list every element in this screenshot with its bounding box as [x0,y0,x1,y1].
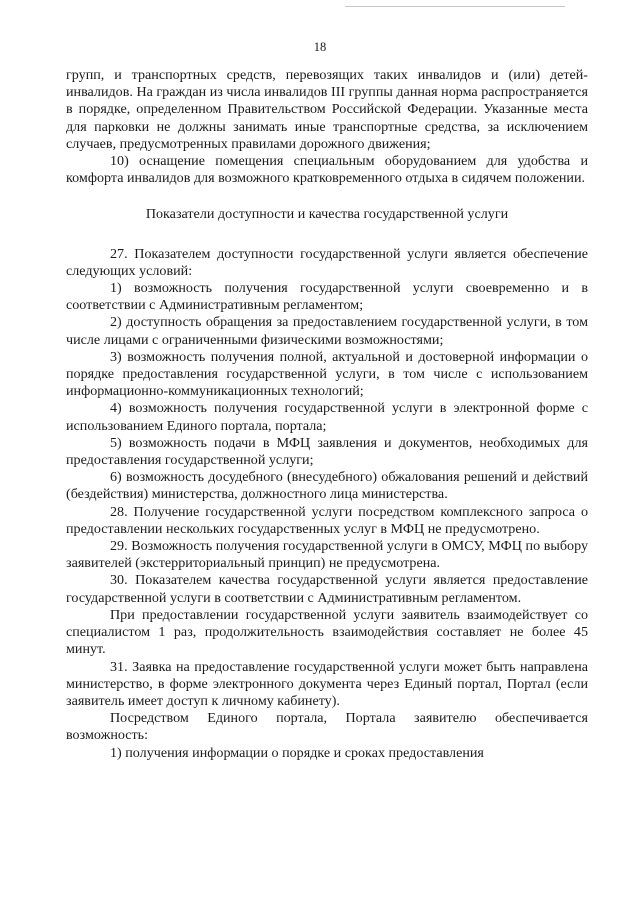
paragraph: 28. Получение государственной услуги посредством комплексного запроса о предоставлении нескольких государственных услуг в МФЦ не предусмотрено. [66,503,588,537]
list-item: 2) доступность обращения за предоставлением государственной услуги, в том числе лицами с ограниченными физическими возможностями; [66,314,588,348]
list-item: 3) возможность получения полной, актуальной и достоверной информации о порядке предоставления государственной услуги, в том числе с использованием информационно-коммуникационных технологий; [66,348,588,400]
paragraph: групп, и транспортных средств, перевозящих таких инвалидов и (или) детей-инвалидов. На граждан из числа инвалидов III группы данная норма распространяется в порядке, определенном Правительством Российской Федерации. Указанные места для парковки не должны занимать иные транспортные средства, за исключением случаев, предусмотренных правилами дорожного движения; [66,67,588,152]
page-number: 18 [313,40,327,54]
paragraph: 30. Показателем качества государственной услуги является предоставление государственной услуги в соответствии с Административным регламентом. [66,572,588,606]
scan-artifact-line [345,6,565,7]
list-item: 1) получения информации о порядке и сроках предоставления [110,744,484,761]
paragraph: Посредством Единого портала, Портала заявителю обеспечивается возможность: [66,710,588,744]
list-item: 1) возможность получения государственной услуги своевременно и в соответствии с Административным регламентом; [66,280,588,314]
list-item: 10) оснащение помещения специальным оборудованием для удобства и комфорта инвалидов для возможного кратковременного отдыха в сидячем положении. [66,153,588,187]
list-item: 5) возможность подачи в МФЦ заявления и документов, необходимых для предоставления государственной услуги; [66,434,588,469]
paragraph: При предоставлении государственной услуги заявитель взаимодействует со специалистом 1 раз, продолжительность взаимодействия составляет не более 45 минут. [66,606,588,658]
list-item: 6) возможность досудебного (внесудебного) обжалования решений и действий (бездействия) министерства, должностного лица министерства. [66,469,588,503]
paragraph: 31. Заявка на предоставление государственной услуги может быть направлена министерство, в форме электронного документа через Единый портал, Портал (если заявитель имеет доступ к личному кабинету). [66,658,588,709]
list-item: 4) возможность получения государственной услуги в электронной форме с использованием Единого портала, портала; [66,400,588,434]
paragraph: 27. Показателем доступности государственной услуги является обеспечение следующих условий: [66,245,588,279]
paragraph: 29. Возможность получения государственной услуги в ОМСУ, МФЦ по выбору заявителей (экстерриториальный принцип) не предусмотрена. [66,538,588,572]
section-heading: Показатели доступности и качества государственной услуги [145,206,509,223]
document-body [66,67,588,762]
